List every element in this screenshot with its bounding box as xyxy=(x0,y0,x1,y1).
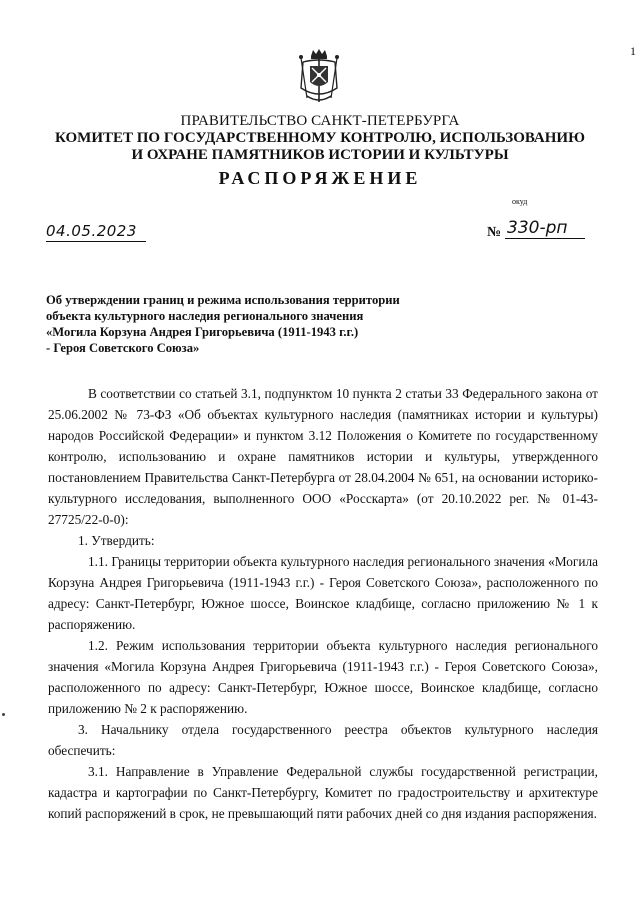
government-name: ПРАВИТЕЛЬСТВО САНКТ-ПЕТЕРБУРГА xyxy=(180,113,460,129)
page-edge-mark: 1 xyxy=(630,44,636,58)
document-header xyxy=(40,113,600,190)
committee-name-line-2: И ОХРАНЕ ПАМЯТНИКОВ ИСТОРИИ И КУЛЬТУРЫ xyxy=(131,147,509,163)
document-subject xyxy=(46,292,446,356)
preamble-paragraph: В соответствии со статьей 3.1, подпунктом 10 пункта 2 статьи 33 Федерального закона от 25.06.2002 № 73-ФЗ «Об объектах культурного наследия (памятниках истории и культуры) народов Российской Федерации» и пунктом 3.12 Положения о Комитете по государственному контролю, использованию и охране памятников истории и культуры, утвержденного постановлением Правительства Санкт-Петербурга от 28.04.2004 № 651, на основании историко-культурного исследования, выполненного ООО «Росскарта» (от 20.10.2022 рег. № 01-43-27725/22-0-0): xyxy=(48,386,598,527)
document-number: 330-рп xyxy=(505,218,585,239)
item-3-paragraph: 3. Начальнику отдела государственного реестра объектов культурного наследия обеспечить: xyxy=(48,722,598,758)
subject-line: Об утверждении границ и режима использования территории xyxy=(46,293,400,307)
subject-line: «Могила Корзуна Андрея Григорьевича (1911-1943 г.г.) xyxy=(46,325,359,339)
document-date: 04.05.2023 xyxy=(46,222,146,242)
subject-line: - Героя Советского Союза» xyxy=(46,341,200,355)
number-label: № xyxy=(487,225,502,240)
okud-label: окуд xyxy=(512,197,528,206)
item-3-1-paragraph: 3.1. Направление в Управление Федеральной службы государственной регистрации, кадастра и картографии по Санкт-Петербургу, Комитет по градостроительству и архитектуре копий распоряжений в срок, не превышающий пяти рабочих дней со дня издания распоряжения. xyxy=(48,764,598,821)
item-1-2-paragraph: 1.2. Режим использования территории объекта культурного наследия регионального значения «Могила Корзуна Андрея Григорьевича (1911-1943 г.г.) - Героя Советского Союза», расположенного по адресу: Санкт-Петербург, Южное шоссе, Воинское кладбище, согласно приложению № 2 к распоряжению. xyxy=(48,638,598,716)
scan-dot xyxy=(2,713,5,716)
document-type: РАСПОРЯЖЕНИЕ xyxy=(218,168,422,188)
item-1-1-paragraph: 1.1. Границы территории объекта культурного наследия регионального значения «Могила Корзуна Андрея Григорьевича (1911-1943 г.г.) - Героя Советского Союза», расположенного по адресу: Санкт-Петербург, Южное шоссе, Воинское кладбище, согласно приложению № 1 к распоряжению. xyxy=(48,554,598,632)
document-body xyxy=(48,383,598,824)
item-1-paragraph: 1. Утвердить: xyxy=(78,533,155,548)
committee-name-line-1: КОМИТЕТ ПО ГОСУДАРСТВЕННОМУ КОНТРОЛЮ, ИСПОЛЬЗОВАНИЮ xyxy=(55,130,585,146)
coat-of-arms-icon xyxy=(295,48,343,106)
subject-line: объекта культурного наследия регионального значения xyxy=(46,309,364,323)
